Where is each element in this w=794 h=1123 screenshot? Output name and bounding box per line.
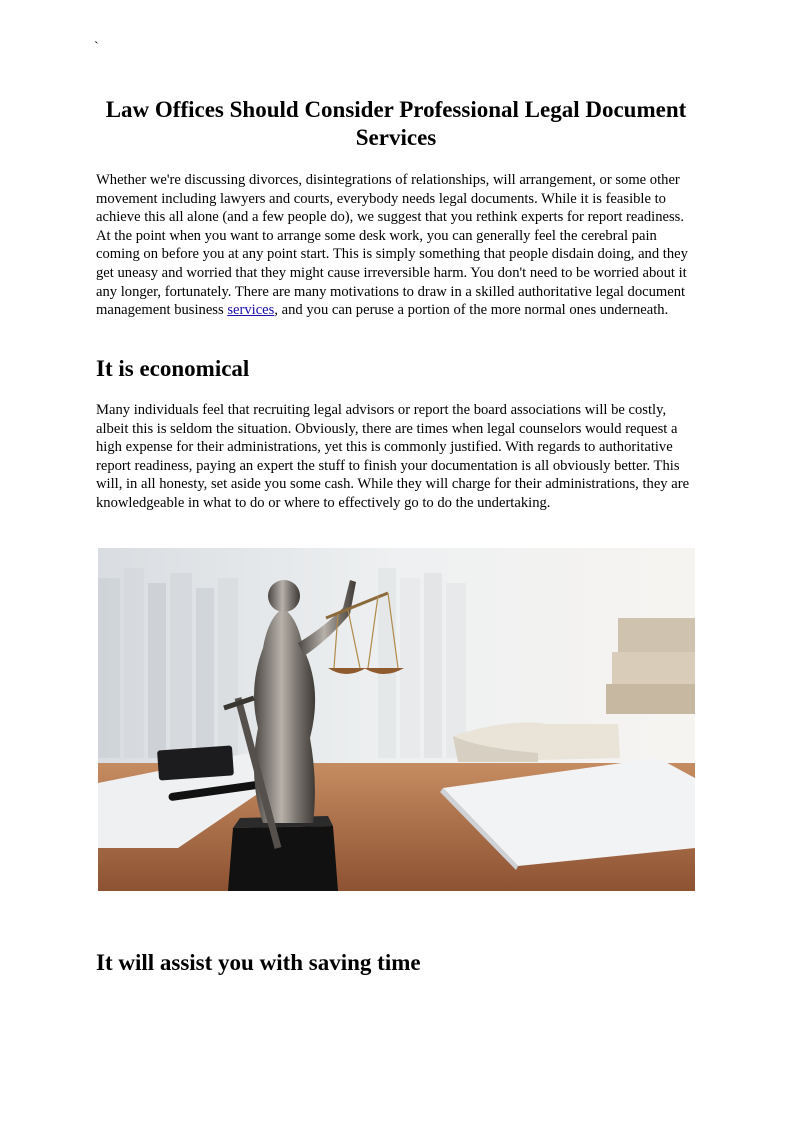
economical-paragraph: Many individuals feel that recruiting legal advisors or report the board associations will be costly, albeit this is seldom the situation. Obviously, there are times when legal counselors would request a high expense for their administrations, yet this is commonly justified. With regards to authoritative report readiness, paying an expert the stuff to finish your documentation is all obviously better. This will, in all honesty, set aside you some cash. While they will charge for their administrations, they are knowledgeable in what to do or where to effectively go to do the undertaking. — [96, 402, 690, 511]
intro-paragraph — [96, 171, 698, 320]
section-heading-economical: It is economical — [96, 356, 250, 381]
stray-backtick: ` — [94, 40, 99, 55]
services-link[interactable]: services — [227, 302, 275, 319]
intro-text: Whether we're discussing divorces, disintegrations of relationships, will arrangement, or some other movement including lawyers and courts, everybody needs legal documents. While it is feasible to achieve this all alone (and a few people do), we suggest that you rethink experts for report readiness. At the point when you want to arrange some desk work, you can generally feel the cerebral pain coming on before you at any point start. This is simply something that people disdain doing, and they get uneasy and worried that they might cause irreversible harm. You don't need to be worried about it any longer, fortunately. There are many motivations to draw in a skilled authoritative legal document management business — [96, 172, 688, 319]
section-heading-saving-time: It will assist you with saving time — [96, 950, 421, 975]
intro-tail: , and you can peruse a portion of the more normal ones underneath. — [274, 302, 669, 319]
lady-justice-photo — [98, 548, 695, 891]
article-title: Law Offices Should Consider Professional Legal Document Services — [105, 97, 687, 150]
